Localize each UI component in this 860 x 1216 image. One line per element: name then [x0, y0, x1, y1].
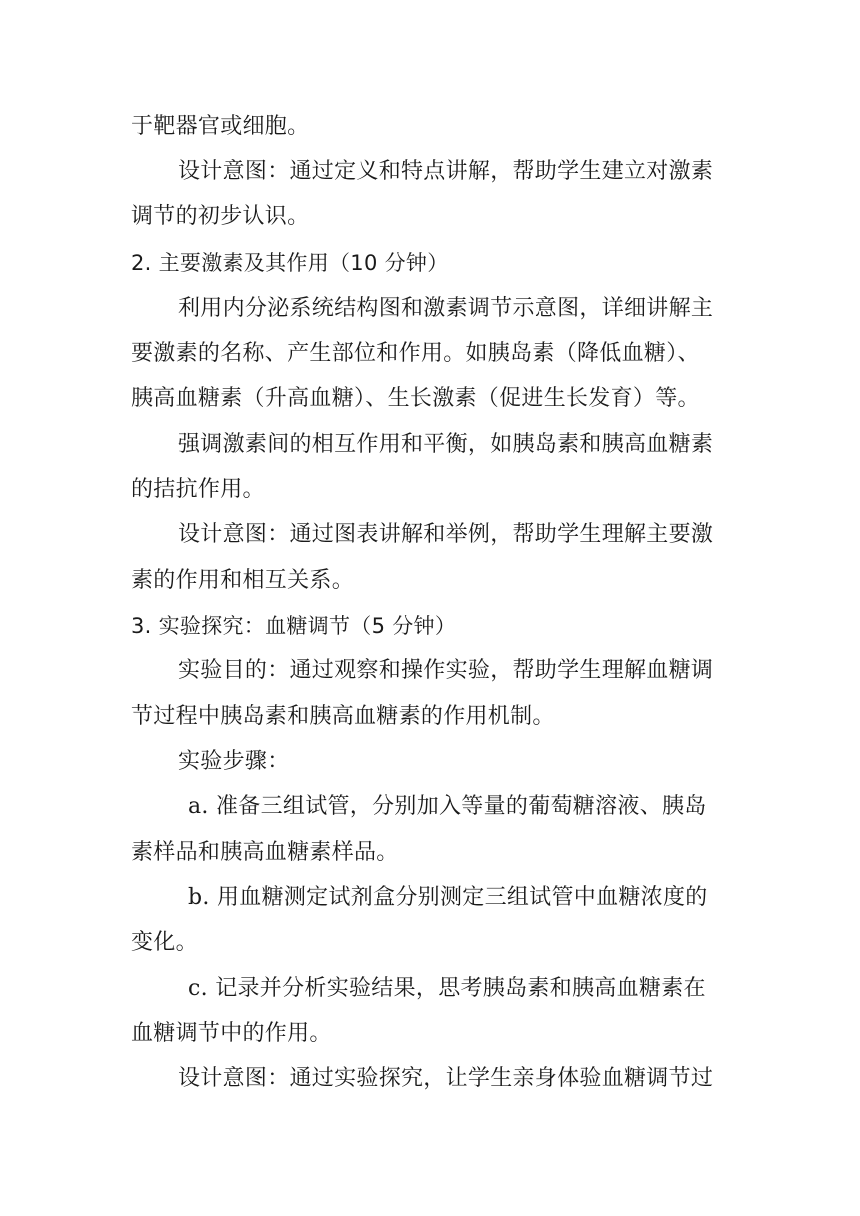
paragraph-line: 血糖调节中的作用。 [131, 1021, 332, 1046]
paragraph-line: 实验目的：通过观察和操作实验，帮助学生理解血糖调 [178, 658, 714, 683]
section-heading: 3. 实验探究：血糖调节（5 分钟） [131, 614, 457, 638]
paragraph-line: 要激素的名称、产生部位和作用。如胰岛素（降低血糖）、 [131, 341, 700, 366]
paragraph-line: 素的作用和相互关系。 [131, 568, 355, 593]
paragraph-line: 设计意图：通过图表讲解和举例，帮助学生理解主要激 [178, 522, 714, 547]
paragraph-line: 实验步骤： [178, 749, 290, 774]
paragraph-line: 设计意图：通过实验探究，让学生亲身体验血糖调节过 [178, 1066, 714, 1091]
paragraph-line: 强调激素间的相互作用和平衡，如胰岛素和胰高血糖素 [178, 432, 714, 457]
paragraph-line: 节过程中胰岛素和胰高血糖素的作用机制。 [131, 704, 555, 729]
paragraph-line: 利用内分泌系统结构图和激素调节示意图，详细讲解主 [178, 296, 714, 321]
paragraph-line: 变化。 [131, 930, 198, 955]
list-item: c. 记录并分析实验结果，思考胰岛素和胰高血糖素在 [188, 976, 706, 1001]
paragraph-line: 设计意图：通过定义和特点讲解，帮助学生建立对激素 [178, 159, 714, 184]
list-item: b. 用血糖测定试剂盒分别测定三组试管中血糖浓度的 [188, 885, 708, 910]
paragraph-line: 素样品和胰高血糖素样品。 [131, 840, 399, 865]
list-item: a. 准备三组试管，分别加入等量的葡萄糖溶液、胰岛 [188, 794, 707, 819]
section-heading: 2. 主要激素及其作用（10 分钟） [131, 251, 449, 275]
paragraph-line: 胰高血糖素（升高血糖）、生长激素（促进生长发育）等。 [131, 386, 700, 411]
paragraph-line: 的拮抗作用。 [131, 477, 265, 502]
paragraph-line: 调节的初步认识。 [131, 204, 310, 229]
paragraph-line: 于靶器官或细胞。 [131, 114, 310, 139]
